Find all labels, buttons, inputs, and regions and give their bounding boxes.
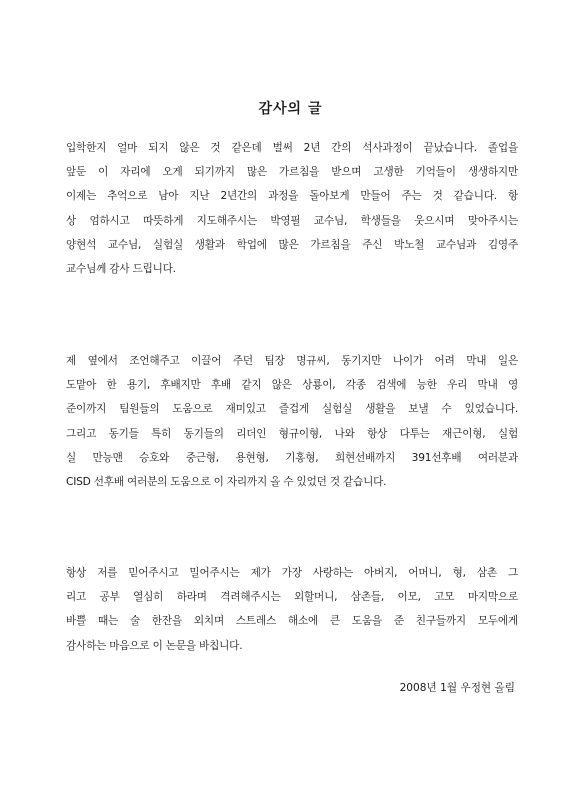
- paragraph-line: 준이까지 팀원들의 도움으로 재미있고 즐겁게 실험실 생활을 보낼 수 있었습니다.: [66, 403, 518, 416]
- signature: 2008년 1월 우정현 올림: [399, 682, 515, 694]
- page-title: 감사의 글: [258, 101, 323, 117]
- paragraph-line: 그리고 동기들 특히 동기들의 리더인 형규이형, 나와 항상 다투는 재근이형, 실험: [66, 427, 518, 440]
- paragraph-line: 도맡아 한 용기, 후배지만 후배 같지 않은 상룡이, 각종 검색에 능한 우리 막내 영: [66, 379, 518, 392]
- paragraph-line: 감사하는 마음으로 이 논문을 바칩니다.: [66, 639, 243, 652]
- paragraph-line: 항상 저를 믿어주시고 밀어주시는 제가 가장 사랑하는 아버지, 어머니, 형, 삼촌 그: [66, 567, 518, 579]
- paragraph-line: 상 엄하시고 따뜻하게 지도해주시는 박영필 교수님, 학생들을 웃으시며 맞아주시는: [66, 214, 518, 227]
- paragraph-line: 리고 공부 열심히 하라며 격려해주시는 외할머니, 삼촌들, 이모, 고모 마지막으로: [66, 591, 518, 604]
- paragraph-line: 교수님께 감사 드립니다.: [66, 263, 176, 276]
- paragraph-line: 입학한지 얼마 되지 않은 것 같은데 벌써 2년 간의 석사과정이 끝났습니다. 졸업을: [66, 142, 518, 154]
- paragraph-family: [66, 561, 518, 658]
- paragraph-line: 앞둔 이 자리에 오게 되기까지 많은 가르침을 받으며 고생한 기억들이 생생하지만: [66, 166, 518, 179]
- paragraph-professors: [66, 136, 518, 281]
- paragraph-line: 양현석 교수님, 실험실 생활과 학업에 많은 가르침을 주신 박노철 교수님과 김영주: [66, 238, 518, 251]
- paragraph-line: 제 옆에서 조언해주고 이끌어 주던 팀장 명규씨, 동기지만 나이가 어려 막내 일은: [66, 355, 518, 367]
- paragraph-line: 실 만능맨 승호와 중근형, 용현형, 기홍형, 희현선배까지 391선후배 여러분과: [66, 451, 518, 464]
- paragraph-line: CISD 선후배 여러분의 도움으로 이 자리까지 올 수 있었던 것 같습니다.: [66, 476, 387, 489]
- paragraph-line: 바쁠 때는 술 한잔을 외치며 스트레스 해소에 큰 도움을 준 친구들까지 모두에게: [66, 615, 518, 628]
- paragraph-colleagues: [66, 349, 518, 494]
- paragraph-line: 이제는 추억으로 남아 지난 2년간의 과정을 돌아보게 만들어 주는 것 같습니다. 항: [66, 190, 518, 203]
